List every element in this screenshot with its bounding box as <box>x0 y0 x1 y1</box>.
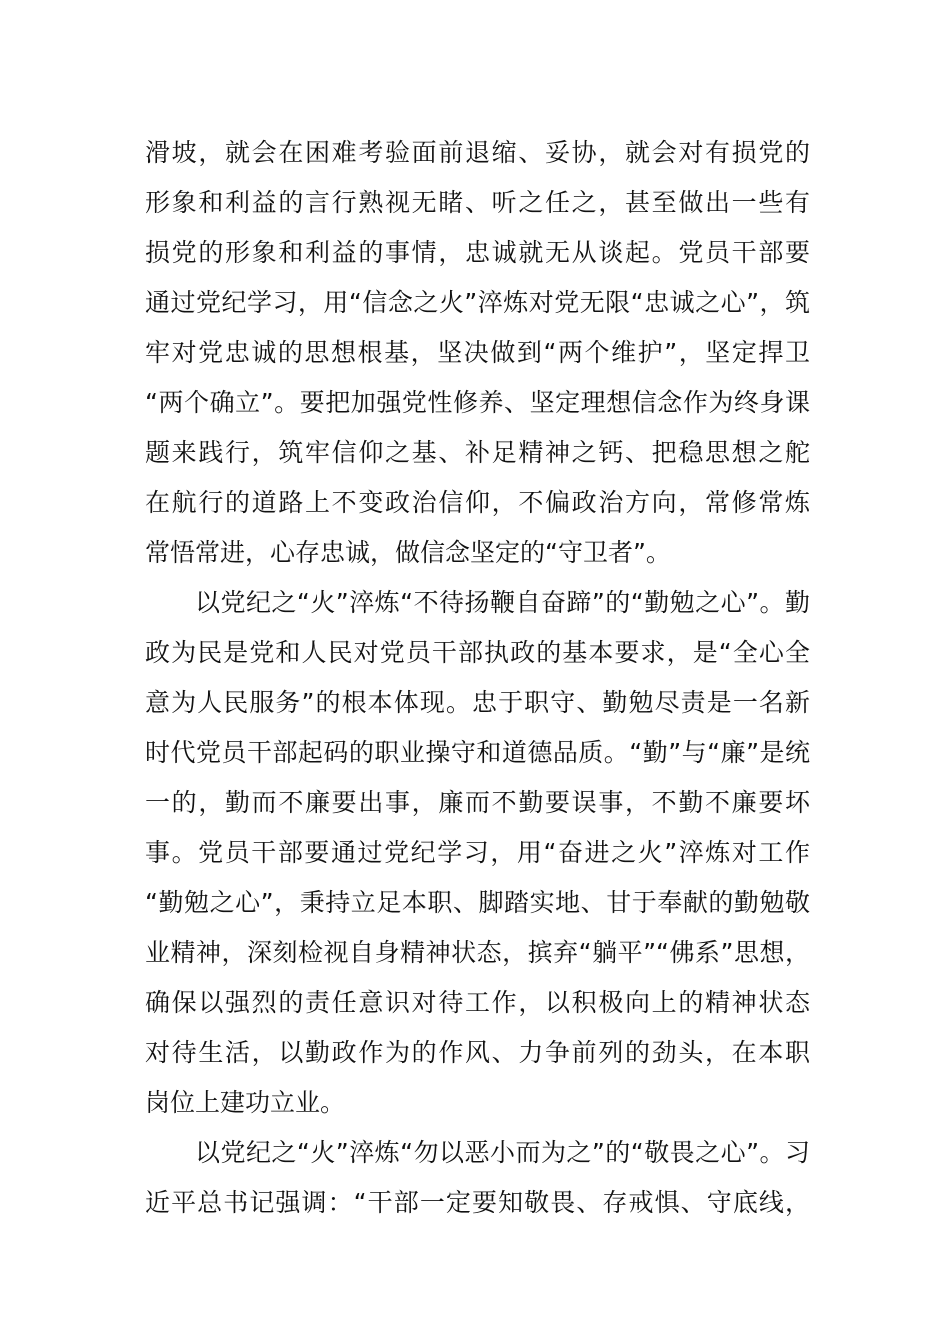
text-line: 题来践行，筑牢信仰之基、补足精神之钙、把稳思想之舵 <box>145 438 810 467</box>
text-line: 事。党员干部要通过党纪学习，用“奋进之火”淬炼对工作 <box>145 838 810 867</box>
paragraph-first-line: 以党纪之“火”淬炼“不待扬鞭自奋蹄”的“勤勉之心”。勤 <box>195 588 810 617</box>
text-line: 在航行的道路上不变政治信仰，不偏政治方向，常修常炼 <box>145 488 810 517</box>
text-line: 对待生活，以勤政作为的作风、力争前列的劲头，在本职 <box>145 1038 810 1067</box>
paragraph-first-line: 以党纪之“火”淬炼“勿以恶小而为之”的“敬畏之心”。习 <box>195 1138 810 1167</box>
text-line: 通过党纪学习，用“信念之火”淬炼对党无限“忠诚之心”，筑 <box>145 288 810 317</box>
text-line: 形象和利益的言行熟视无睹、听之任之，甚至做出一些有 <box>145 188 810 217</box>
text-line: 滑坡，就会在困难考验面前退缩、妥协，就会对有损党的 <box>145 138 810 167</box>
text-line: 牢对党忠诚的思想根基，坚决做到“两个维护”，坚定捍卫 <box>145 338 810 367</box>
text-line: 一的，勤而不廉要出事，廉而不勤要误事，不勤不廉要坏 <box>145 788 810 817</box>
body-text <box>145 128 810 1228</box>
text-line: 政为民是党和人民对党员干部执政的基本要求，是“全心全 <box>145 638 810 667</box>
text-line: 岗位上建功立业。 <box>145 1088 346 1117</box>
text-line: 损党的形象和利益的事情，忠诚就无从谈起。党员干部要 <box>145 238 810 267</box>
text-line: 近平总书记强调：“干部一定要知敬畏、存戒惧、守底线， <box>145 1188 810 1217</box>
text-line: “两个确立”。要把加强党性修养、坚定理想信念作为终身课 <box>145 388 810 417</box>
text-line: 意为人民服务”的根本体现。忠于职守、勤勉尽责是一名新 <box>145 688 810 717</box>
text-line: 常悟常进，心存忠诚，做信念坚定的“守卫者”。 <box>145 538 671 567</box>
text-line: “勤勉之心”，秉持立足本职、脚踏实地、甘于奉献的勤勉敬 <box>145 888 810 917</box>
text-line: 确保以强烈的责任意识对待工作，以积极向上的精神状态 <box>145 988 810 1017</box>
text-line: 时代党员干部起码的职业操守和道德品质。“勤”与“廉”是统 <box>145 738 810 767</box>
text-line: 业精神，深刻检视自身精神状态，摈弃“躺平”“佛系”思想， <box>145 938 810 967</box>
